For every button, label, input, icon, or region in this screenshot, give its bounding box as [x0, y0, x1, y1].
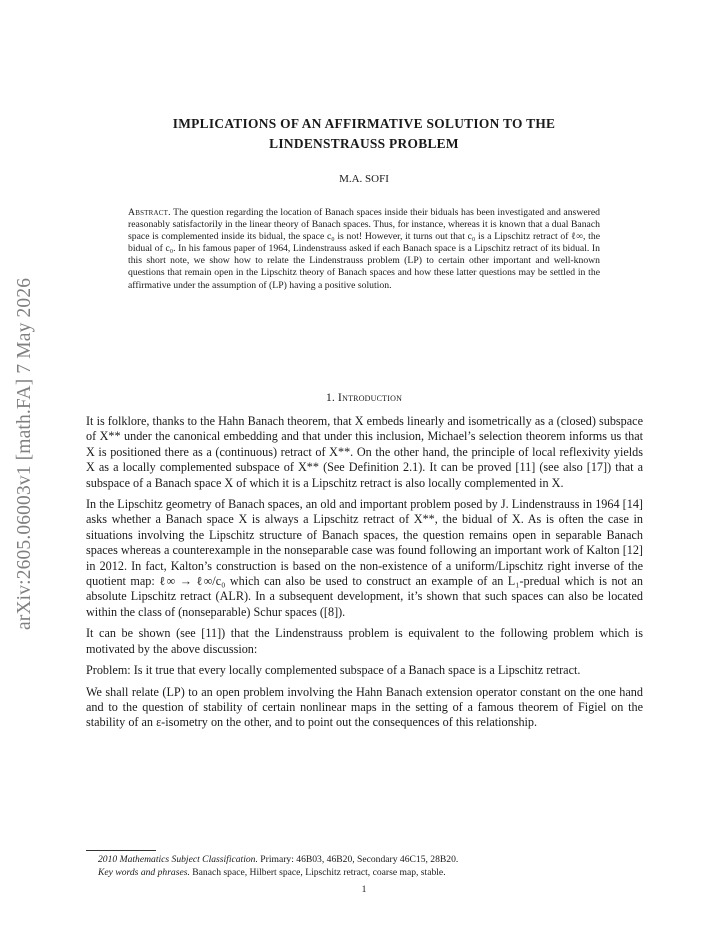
section-number: 1. — [325, 390, 335, 404]
paragraph-1: It is folklore, thanks to the Hahn Banach theorem, that X embeds linearly and isometrically as a (closed) subspace of X** under the canonical embedding and that under this inclusion, Michael’s selection theorem informs us that X is positioned there as a (continuous) retract of X**. On the other hand, the principle of local reflexivity yields X as a locally complemented subspace of X** (See Definition 2.1). It can be proved [11] (see also [17]) that a subspace of a Banach space X of which it is a Lipschitz retract is also locally complemented in X. — [86, 414, 643, 490]
abstract — [128, 207, 600, 292]
paragraph-4-problem: Problem: Is it true that every locally complemented subspace of a Banach space is a Lipschitz retract. — [86, 663, 581, 678]
paragraph-3: It can be shown (see [11]) that the Lindenstrauss problem is equivalent to the following problem which is motivated by the above discussion: — [86, 626, 643, 656]
body-text — [86, 414, 643, 737]
arxiv-identifier-stamp: arXiv:2605.06003v1 [math.FA] 7 May 2026 — [14, 277, 35, 630]
paragraph-5: We shall relate (LP) to an open problem involving the Hahn Banach extension operator constant on the one hand and to the question of stability of certain nonlinear maps in the setting of a famous theorem of Figiel on the stability of an ε-isometry on the other, and to point out the consequences of this relationship. — [86, 684, 643, 730]
footnotes — [86, 853, 643, 879]
section-title: Introduction — [337, 390, 403, 404]
abstract-text: The question regarding the location of Banach spaces inside their biduals has been investigated and answered reasonably satisfactorily in the linear theory of Banach spaces. Thus, for instance, whereas it is known that a dual Banach space is complemented inside its bidual, the space c₀ is not! However, it turns out that c₀ is a Lipschitz retract of ℓ∞, the bidual of c₀. In his famous paper of 1964, Lindenstrauss asked if each Banach space is a Lipschitz retract of its bidual. In this short note, we show how to relate the Lindenstrauss problem (LP) to certain other important and well-known questions that remain open in the Lipschitz theory of Banach spaces and how these latter questions may be settled in the affirmative under the assumption of (LP) having a positive solution. — [128, 207, 600, 291]
paper-title-line-1: IMPLICATIONS OF AN AFFIRMATIVE SOLUTION TO THE — [172, 116, 556, 131]
paragraph-2: In the Lipschitz geometry of Banach spaces, an old and important problem posed by J. Lindenstrauss in 1964 [14] asks whether a Banach space X is always a Lipschitz retract of X**, the bidual of X. As is often the case in situations involving the Lipschitz structure of Banach spaces, the question remains open in separable Banach spaces whereas a counterexample in the nonseparable case was found following an important work of Kalton [12] in 2012. In fact, Kalton’s construction is based on the non-existence of a uniform/Lipschitz right inverse of the quotient map: ℓ∞ → ℓ∞/c₀ which can also be used to construct an example of an L₁-predual which is not an absolute Lipschitz retract (ALR). In a subsequent development, it’s shown that such spaces can also be located within the class of (nonseparable) Schur spaces ([8]). — [86, 497, 643, 619]
footnote-msc-text: Primary: 46B03, 46B20, Secondary 46C15, 28B20. — [260, 854, 459, 865]
footnote-msc-label: 2010 Mathematics Subject Classification. — [98, 854, 258, 865]
paper-title — [100, 114, 628, 154]
page-number: 1 — [361, 884, 367, 895]
footnote-keywords — [86, 866, 643, 879]
footnote-msc — [86, 853, 643, 866]
paper-title-line-2: LINDENSTRAUSS PROBLEM — [269, 136, 459, 151]
abstract-label: Abstract. — [128, 207, 171, 218]
footnote-keywords-label: Key words and phrases. — [98, 867, 190, 878]
footnote-rule — [86, 850, 156, 851]
author-name: M.A. SOFI — [339, 173, 389, 185]
section-heading — [86, 390, 642, 405]
footnote-keywords-text: Banach space, Hilbert space, Lipschitz retract, coarse map, stable. — [192, 867, 446, 878]
